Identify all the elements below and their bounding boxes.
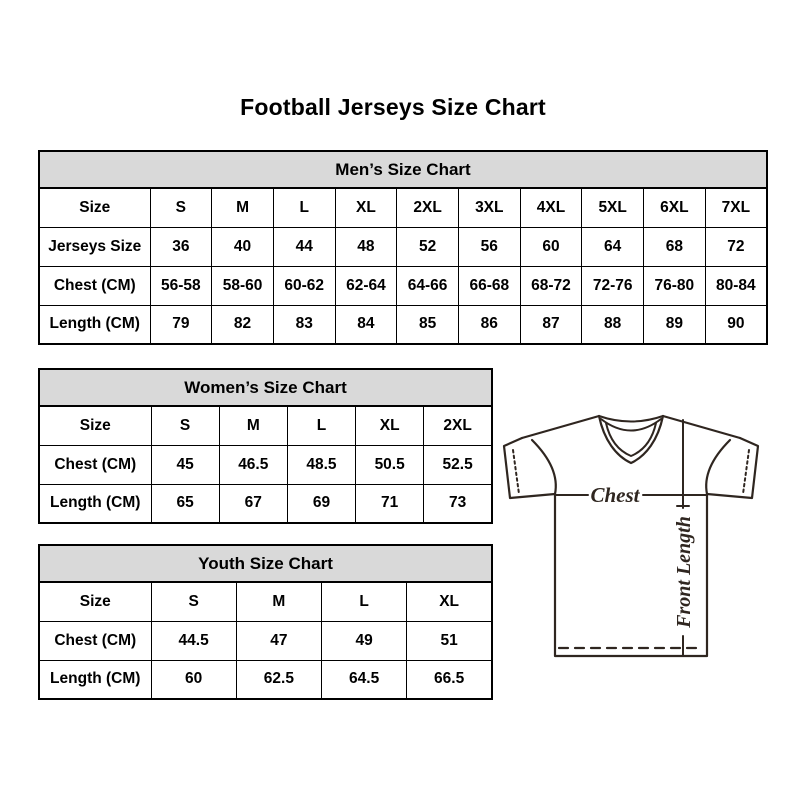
jersey-measurement-diagram xyxy=(496,400,766,662)
table-cell: 71 xyxy=(356,484,424,523)
row-label: Chest (CM) xyxy=(39,445,151,484)
table-cell: 72 xyxy=(705,227,767,266)
table-cell: 44.5 xyxy=(151,621,236,660)
row-label: Size xyxy=(39,582,151,621)
table-cell: 69 xyxy=(287,484,355,523)
youth-table-title: Youth Size Chart xyxy=(39,545,492,582)
table-cell: 73 xyxy=(424,484,492,523)
table-cell: 67 xyxy=(219,484,287,523)
table-row xyxy=(39,266,767,305)
jersey-diagram-icon xyxy=(496,400,766,662)
table-cell: S xyxy=(150,188,212,227)
table-cell: 88 xyxy=(582,305,644,344)
front-length-label: Front Length xyxy=(673,516,695,628)
row-label: Size xyxy=(39,406,151,445)
table-cell: 44 xyxy=(273,227,335,266)
jersey-shoulder-left xyxy=(522,416,599,438)
table-row xyxy=(39,445,492,484)
table-cell: S xyxy=(151,582,236,621)
table-cell: 65 xyxy=(151,484,219,523)
table-cell: M xyxy=(236,582,321,621)
table-cell: 45 xyxy=(151,445,219,484)
table-cell: L xyxy=(273,188,335,227)
table-cell: 90 xyxy=(705,305,767,344)
jersey-armhole-left xyxy=(532,440,556,494)
table-cell: 48 xyxy=(335,227,397,266)
table-cell: 58-60 xyxy=(212,266,274,305)
table-cell: 40 xyxy=(212,227,274,266)
table-cell: XL xyxy=(407,582,492,621)
table-cell: 79 xyxy=(150,305,212,344)
table-cell: 6XL xyxy=(644,188,706,227)
table-row xyxy=(39,406,492,445)
table-cell: 68 xyxy=(644,227,706,266)
table-cell: 62-64 xyxy=(335,266,397,305)
page-title: Football Jerseys Size Chart xyxy=(240,94,546,120)
table-cell: M xyxy=(219,406,287,445)
row-label: Length (CM) xyxy=(39,660,151,699)
table-cell: 66-68 xyxy=(458,266,520,305)
table-row xyxy=(39,305,767,344)
table-cell: XL xyxy=(356,406,424,445)
jersey-collar-opening xyxy=(599,416,663,422)
table-cell: L xyxy=(287,406,355,445)
table-row xyxy=(39,582,492,621)
table-cell: 64 xyxy=(582,227,644,266)
table-cell: XL xyxy=(335,188,397,227)
table-row xyxy=(39,188,767,227)
table-row xyxy=(39,621,492,660)
table-header-row xyxy=(39,151,767,188)
jersey-collar-v-inner xyxy=(606,423,656,456)
table-cell: 82 xyxy=(212,305,274,344)
table-cell: 49 xyxy=(322,621,407,660)
table-cell: 47 xyxy=(236,621,321,660)
youth-size-table xyxy=(38,544,493,700)
table-header-row xyxy=(39,545,492,582)
table-cell: S xyxy=(151,406,219,445)
table-row xyxy=(39,484,492,523)
table-cell: 89 xyxy=(644,305,706,344)
row-label: Chest (CM) xyxy=(39,266,150,305)
table-cell: 56-58 xyxy=(150,266,212,305)
table-row xyxy=(39,227,767,266)
row-label: Size xyxy=(39,188,150,227)
table-cell: 56 xyxy=(458,227,520,266)
table-cell: 5XL xyxy=(582,188,644,227)
womens-size-table xyxy=(38,368,493,524)
table-cell: 87 xyxy=(520,305,582,344)
table-cell: 50.5 xyxy=(356,445,424,484)
table-cell: 36 xyxy=(150,227,212,266)
table-cell: 2XL xyxy=(397,188,459,227)
table-cell: 52 xyxy=(397,227,459,266)
table-header-row xyxy=(39,369,492,406)
table-cell: 72-76 xyxy=(582,266,644,305)
table-cell: 83 xyxy=(273,305,335,344)
row-label: Length (CM) xyxy=(39,305,150,344)
table-row xyxy=(39,660,492,699)
table-cell: 46.5 xyxy=(219,445,287,484)
table-cell: 2XL xyxy=(424,406,492,445)
mens-size-table xyxy=(38,150,768,345)
row-label: Jerseys Size xyxy=(39,227,150,266)
table-cell: 76-80 xyxy=(644,266,706,305)
table-cell: 62.5 xyxy=(236,660,321,699)
table-cell: 52.5 xyxy=(424,445,492,484)
table-cell: 86 xyxy=(458,305,520,344)
jersey-armhole-right xyxy=(706,440,730,494)
chest-label: Chest xyxy=(590,483,640,507)
table-cell: 4XL xyxy=(520,188,582,227)
mens-table-title: Men’s Size Chart xyxy=(39,151,767,188)
womens-table-title: Women’s Size Chart xyxy=(39,369,492,406)
table-cell: 60 xyxy=(151,660,236,699)
row-label: Chest (CM) xyxy=(39,621,151,660)
table-cell: 51 xyxy=(407,621,492,660)
table-cell: 80-84 xyxy=(705,266,767,305)
jersey-sleeve-left xyxy=(504,438,555,498)
jersey-cuff-stitch-left xyxy=(513,450,519,494)
table-cell: 3XL xyxy=(458,188,520,227)
table-cell: L xyxy=(322,582,407,621)
table-cell: 60 xyxy=(520,227,582,266)
table-cell: M xyxy=(212,188,274,227)
jersey-sleeve-right xyxy=(707,438,758,498)
table-cell: 60-62 xyxy=(273,266,335,305)
table-cell: 68-72 xyxy=(520,266,582,305)
jersey-shoulder-right xyxy=(663,416,740,438)
jersey-cuff-stitch-right xyxy=(743,450,749,494)
table-cell: 64-66 xyxy=(397,266,459,305)
table-cell: 85 xyxy=(397,305,459,344)
table-cell: 48.5 xyxy=(287,445,355,484)
row-label: Length (CM) xyxy=(39,484,151,523)
table-cell: 7XL xyxy=(705,188,767,227)
table-cell: 64.5 xyxy=(322,660,407,699)
table-cell: 66.5 xyxy=(407,660,492,699)
table-cell: 84 xyxy=(335,305,397,344)
